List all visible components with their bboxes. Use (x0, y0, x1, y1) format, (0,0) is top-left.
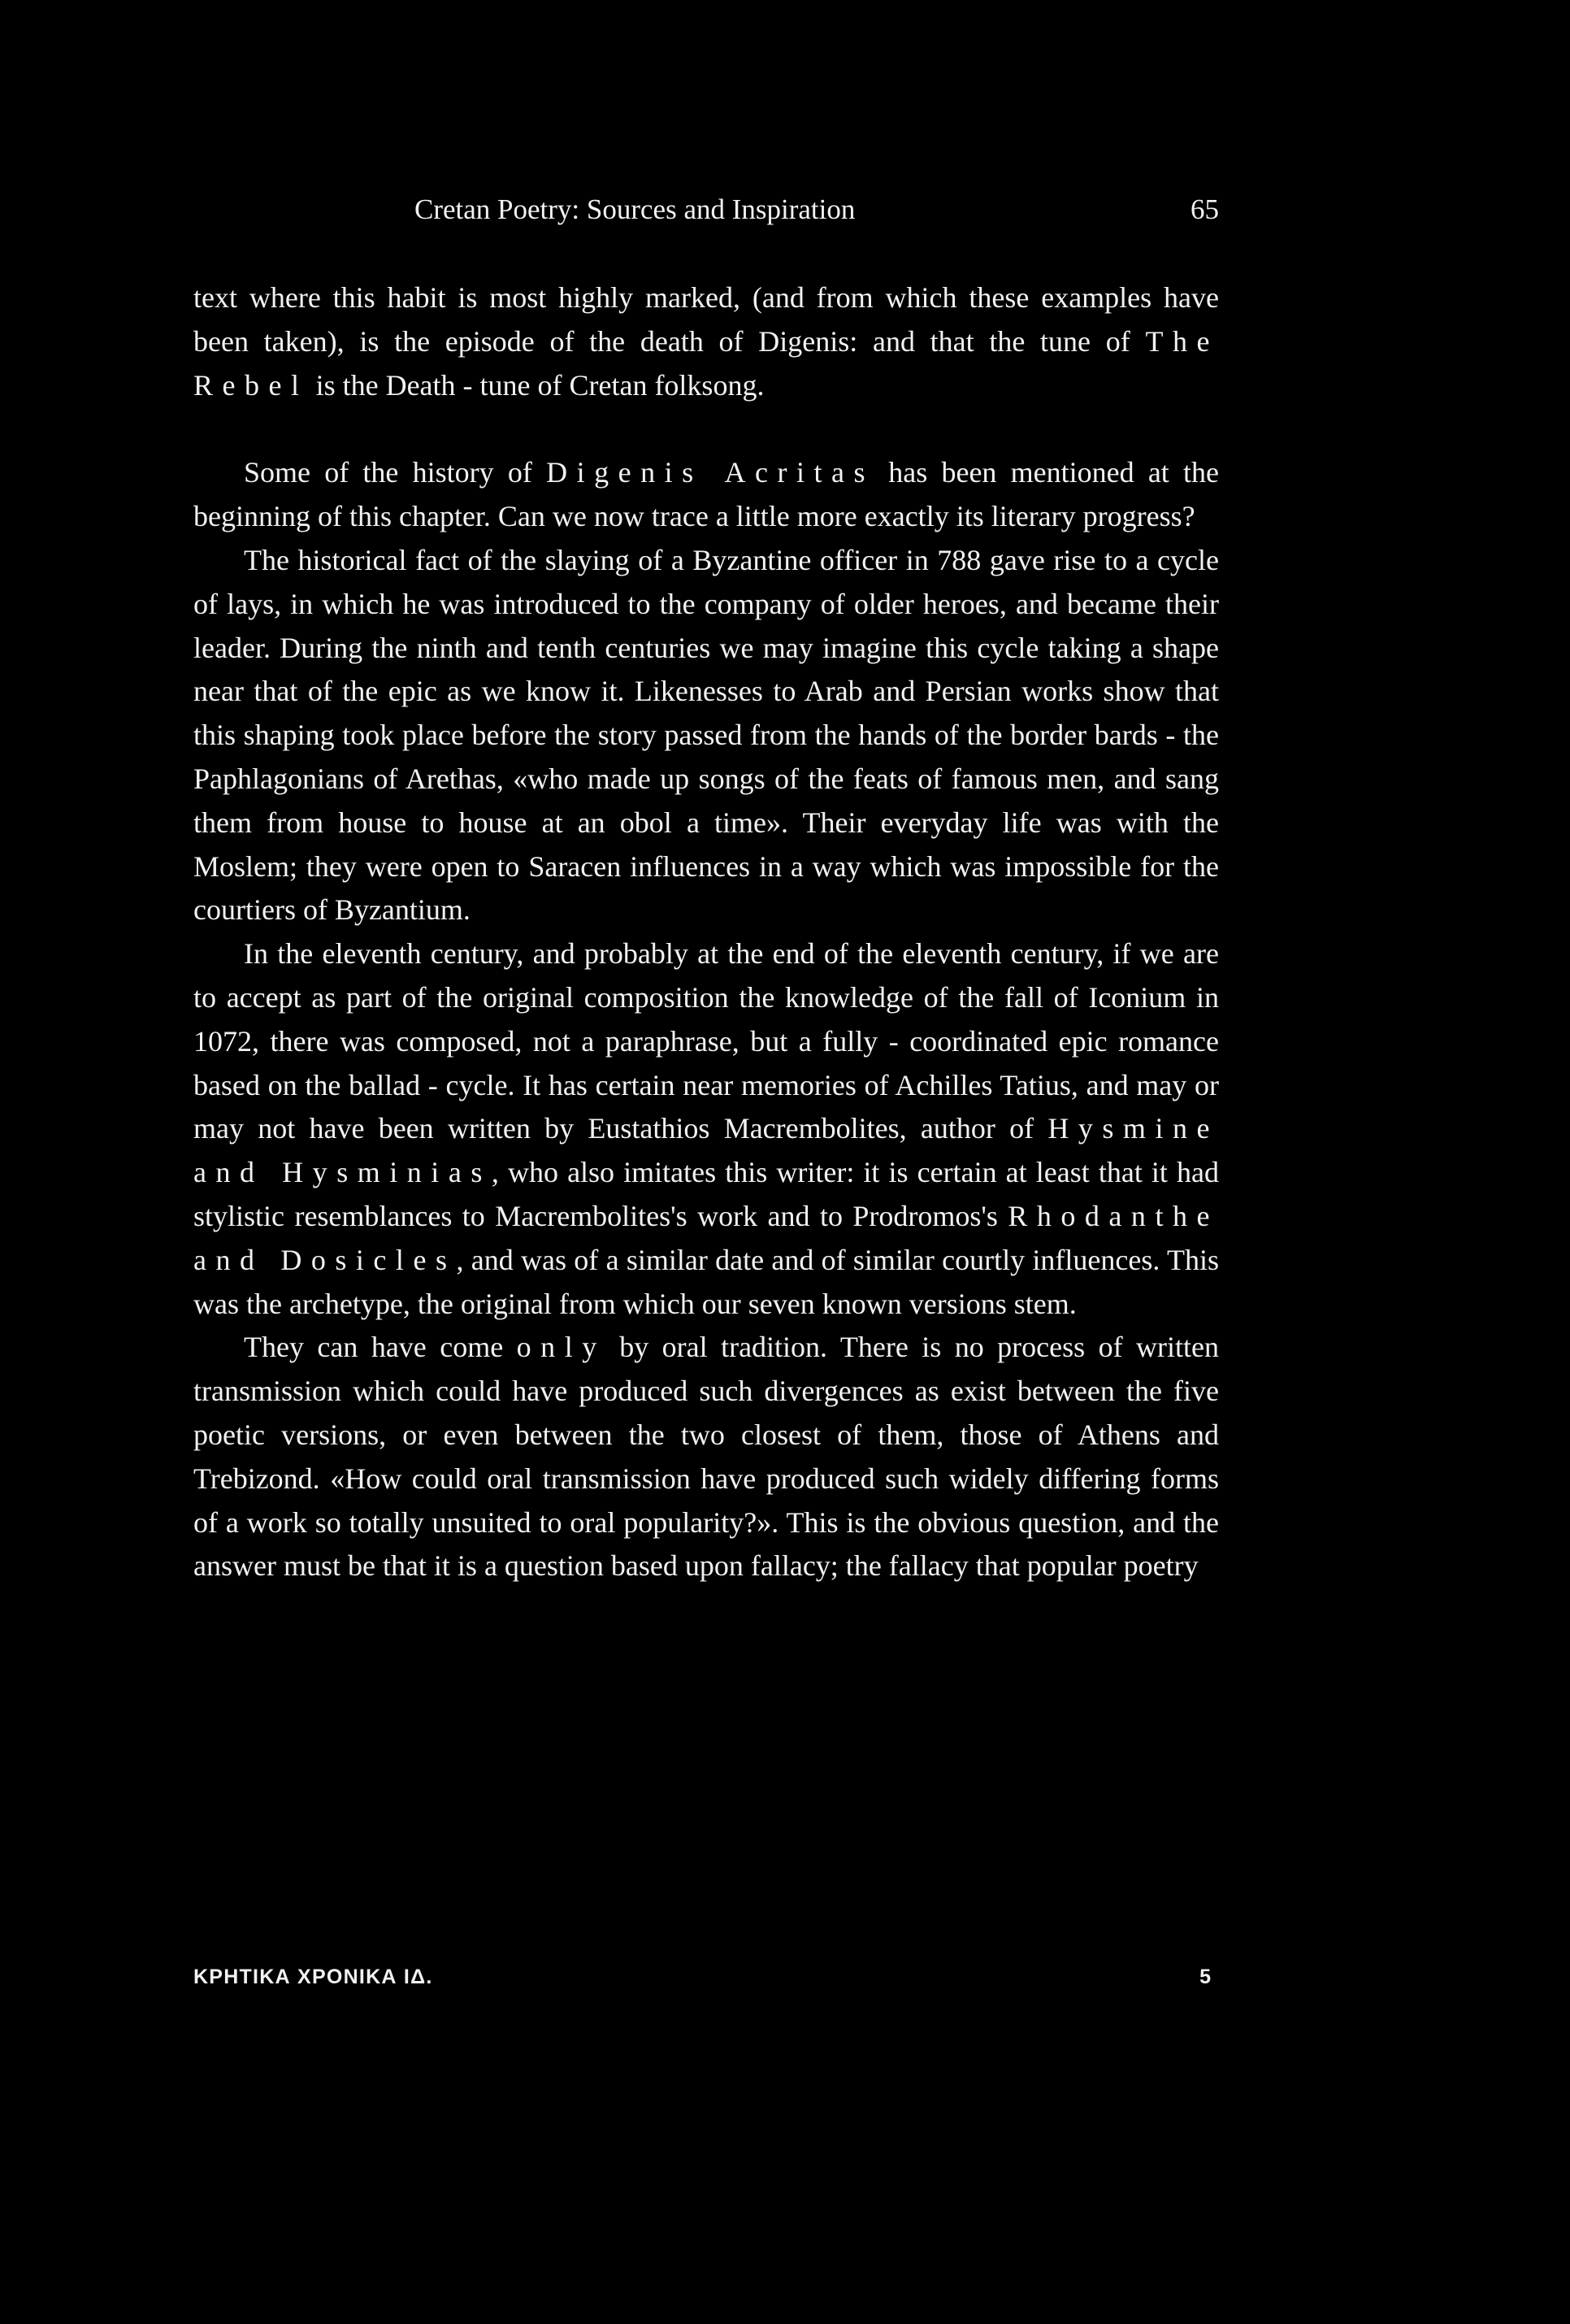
spaced-emphasis: only (516, 1331, 606, 1364)
text-run: text where this habit is most highly marked, (and from which these examples have been taken), is the episode of the death of Digenis: and that the tune of (193, 281, 1219, 358)
paragraph (193, 451, 1219, 539)
journal-signature: ΚΡΗΤΙΚΑ ΧΡΟΝΙΚΑ ΙΔ. (193, 1966, 433, 1988)
text-run: is the Death - tune of Cretan folksong. (308, 368, 765, 402)
spaced-emphasis: Rhodanthe and Dosicles (193, 1199, 1219, 1276)
text-run: , who also imitates this writer: it is certain at least that it had stylistic resemblances to Macrembolites's work and to Prodromos's (193, 1156, 1220, 1232)
text-run: The historical fact of the slaying of a Byzantine officer in 788 gave rise to a cycle of lays, in which he was introduced to the company of older heroes, and became their leader. During the ninth and tenth centuries we may imagine this cycle taking a shape near that of the epic as we know it. Likenesses to Arab and Persian works show that this shaping took place before the story passed from the hands of the border bards - the Paphlagonians of Arethas, «who made up songs of the feats of famous men, and sang them from house to house at an obol a time». Their everyday life was with the Moslem; they were open to Saracen influences in a way which was impossible for the courtiers of Byzantium. (193, 543, 1219, 927)
text-run: Some of the history of (244, 456, 547, 489)
text-run: In the eleventh century, and probably at the end of the eleventh century, if we are to accept as part of the original composition the knowledge of the fall of Iconium in 1072, there was composed, not a paraphrase, but a fully - coordinated epic romance based on the ballad - cycle. It has certain near memories of Achilles Tatius, and may or may not have been written by Eustathios Macrembolites, author of (193, 937, 1219, 1145)
text-run: They can have come (244, 1331, 517, 1364)
paragraph (193, 1326, 1219, 1588)
page-footer (193, 1966, 1219, 1998)
running-title: Cretan Poetry: Sources and Inspiration (414, 193, 856, 225)
spaced-emphasis: The Rebel (193, 324, 1219, 402)
paragraph (193, 932, 1219, 1326)
printer-signature-mark: 5 (1199, 1966, 1211, 1988)
text-run: , and was of a similar date and of similar courtly influences. This was the archetype, the original from which our seven known versions stem. (193, 1243, 1219, 1320)
page-header (193, 193, 1219, 237)
text-run: has been mentioned at the beginning of this chapter. Can we now trace a little more exactly its literary progress? (193, 456, 1220, 533)
paragraph-gap (193, 407, 1219, 451)
page-number: 65 (1191, 193, 1219, 225)
text-run: by oral tradition. There is no process of written transmission which could have produced such divergences as exist between the five poetic versions, or even between the two closest of them, those of Athens and Trebizond. «How could oral transmission have produced such widely differing forms of a work so totally unsuited to oral popularity?». This is the obvious question, and the answer must be that it is a question based upon fallacy; the fallacy that popular poetry (193, 1331, 1219, 1583)
paragraph (193, 276, 1219, 407)
spaced-emphasis: Digenis Acritas (546, 456, 875, 489)
paragraph (193, 539, 1219, 932)
spaced-emphasis: Hysmine and Hysminias (193, 1112, 1219, 1189)
body-text (193, 276, 1219, 1588)
